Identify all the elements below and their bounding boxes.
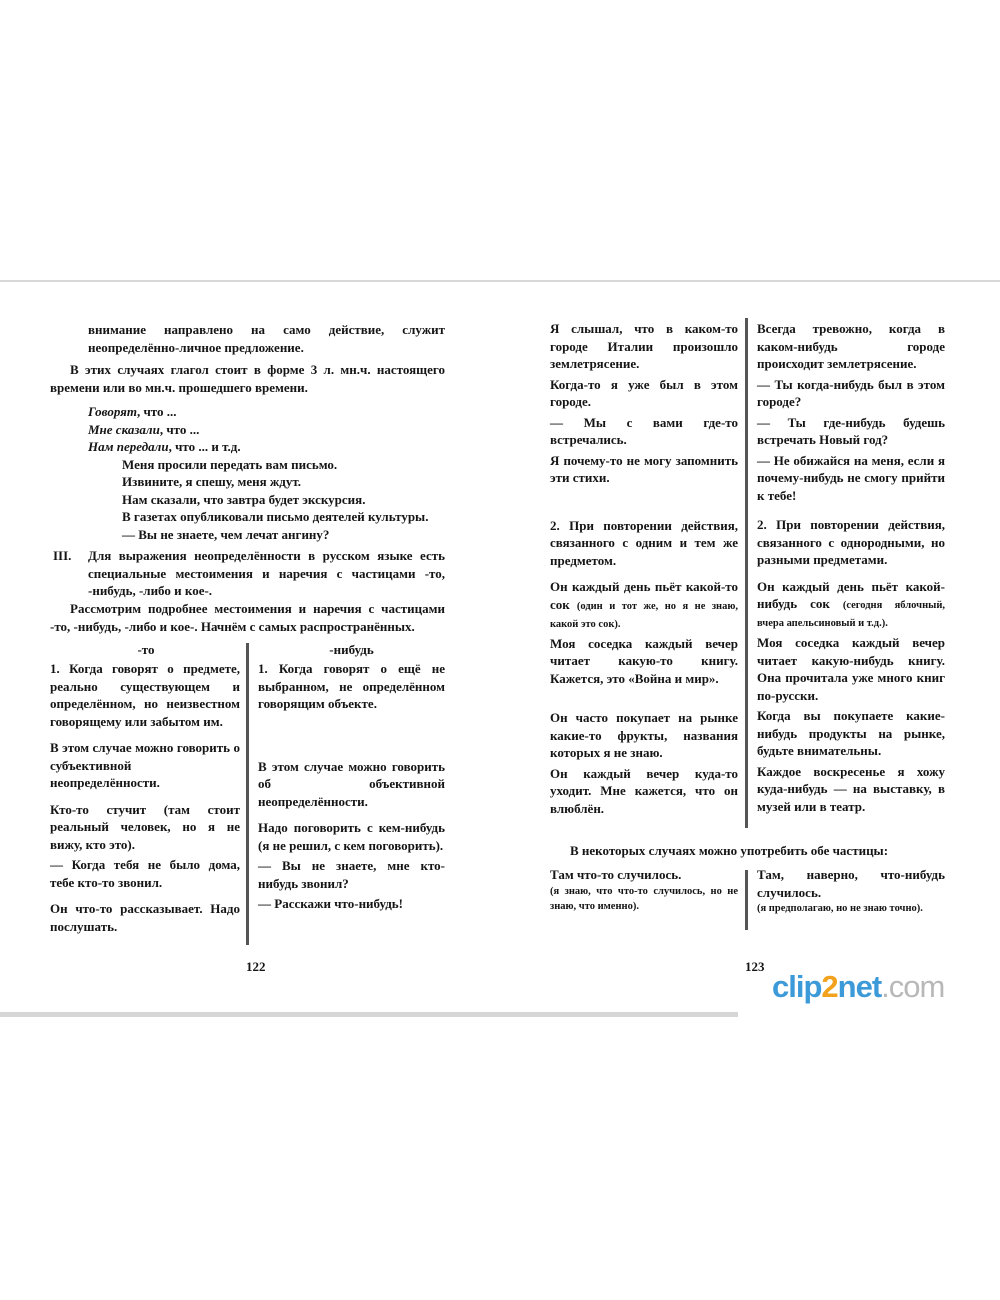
page-number: 122 bbox=[246, 959, 266, 974]
column-divider bbox=[745, 870, 748, 930]
example-text: — Вы не знаете, мне кто-нибудь звонил? bbox=[258, 858, 445, 891]
example-text: Там, наверно, что-нибудь случилось. bbox=[757, 867, 945, 900]
top-divider bbox=[0, 280, 1000, 282]
example-text: — Не обижайся на меня, если я почему-нибудь не смогу прийти к тебе! bbox=[757, 452, 945, 503]
example-text: — Ты где-нибудь будешь встречать Новый год? bbox=[757, 414, 945, 447]
column-to bbox=[50, 660, 240, 935]
example-text: — Мы с вами где-то встречались. bbox=[550, 414, 738, 447]
example-text: Он что-то рассказывает. Надо послушать. bbox=[50, 901, 240, 934]
section-number: III. bbox=[53, 548, 72, 563]
column-nibud bbox=[258, 660, 445, 913]
example-text: — Расскажи что-нибудь! bbox=[258, 896, 404, 911]
example-text: Надо поговорить с кем-нибудь (я не решил, с кем поговорить). bbox=[258, 820, 445, 853]
rule-text: 1. Когда говорят о предмете, реально существующем и определённом, но неизвестном говорящему или забытом им. bbox=[50, 661, 240, 729]
rule-text: В этом случае можно говорить об объективной неопределённости. bbox=[258, 758, 445, 809]
column-divider bbox=[246, 643, 249, 945]
example-text: Он часто покупает на рынке какие-то фрукты, названия которых я не знаю. bbox=[550, 710, 738, 760]
example-text: Всегда тревожно, когда в каком-нибудь городе происходит землетрясение. bbox=[757, 321, 945, 371]
example-line: В газетах опубликовали письмо деятелей культуры. bbox=[122, 509, 429, 524]
rule-text: 2. При повторении действия, связанного с однородными, но разными предметами. bbox=[757, 517, 945, 567]
column-header-to: -то bbox=[137, 642, 155, 657]
example-text: Там что-то случилось. bbox=[550, 867, 682, 882]
example-line: Нам передали, что ... и т.д. bbox=[88, 439, 241, 454]
examples-list bbox=[88, 403, 445, 543]
both-right bbox=[757, 866, 945, 916]
example-line: — Вы не знаете, чем лечат ангину? bbox=[122, 526, 330, 542]
example-text: Каждое воскресенье я хожу куда-нибудь — на выставку, в музей или в театр. bbox=[757, 763, 945, 814]
clip2net-watermark-logo: clip2net.com bbox=[772, 969, 945, 1004]
column-header-nibud: -нибудь bbox=[329, 642, 374, 657]
example-text: Я слышал, что в каком-то городе Италии произошло землетрясение. bbox=[550, 321, 738, 371]
example-line: Извините, я спешу, меня ждут. bbox=[122, 474, 302, 489]
example-text: Кто-то стучит (там стоит реальный человек, но я не вижу, кто это). bbox=[50, 801, 240, 852]
example-text: Когда-то я уже был в этом городе. bbox=[550, 376, 738, 409]
paragraph: Рассмотрим подробнее местоимения и наречия с частицами -то, -нибудь, -либо и кое-. Начнём с самых распространённых. bbox=[50, 601, 445, 634]
paragraph: В некоторых случаях можно употребить обе частицы: bbox=[570, 843, 889, 858]
example-text: — Ты когда-нибудь был в этом городе? bbox=[757, 376, 945, 409]
example-text: — Когда тебя не было дома, тебе кто-то звонил. bbox=[50, 857, 240, 890]
example-line: Говорят, что ... bbox=[88, 404, 177, 419]
column-nibud bbox=[757, 320, 945, 815]
rule-text: 2. При повторении действия, связанного с одним и тем же предметом. bbox=[550, 517, 738, 568]
example-note: (я предполагаю, но не знаю точно). bbox=[757, 903, 923, 914]
paragraph: внимание направлено на само действие, служит неопределённо-личное предложение. bbox=[88, 322, 445, 355]
example-line: Мне сказали, что ... bbox=[88, 421, 200, 437]
example-line: Меня просили передать вам письмо. bbox=[122, 456, 338, 472]
example-line: Нам сказали, что завтра будет экскурсия. bbox=[122, 491, 366, 507]
column-divider bbox=[745, 318, 748, 828]
paragraph: В этих случаях глагол стоит в форме 3 л. мн.ч. настоящего времени или во мн.ч. прошедшего времени. bbox=[50, 362, 445, 395]
rule-text: 1. Когда говорят о ещё не выбранном, не определённом говорящим объекте. bbox=[258, 661, 445, 711]
example-text: Он каждый день пьёт какой-нибудь сок (сегодня яблочный, вчера апельсиновый и т.д.). bbox=[757, 578, 945, 629]
section-text: Для выражения неопределённости в русском языке есть специальные местоимения и наречия с частицами -то, -нибудь, -либо и кое-. bbox=[88, 548, 445, 598]
example-text: Он каждый день пьёт какой-то сок (один и тот же, но я не знаю, какой это сок). bbox=[550, 579, 738, 630]
page-number: 123 bbox=[745, 959, 765, 974]
rule-text: В этом случае можно говорить о субъективной неопределённости. bbox=[50, 740, 240, 790]
example-text: Я почему-то не могу запомнить эти стихи. bbox=[550, 452, 738, 485]
column-to bbox=[550, 320, 738, 817]
example-text: Моя соседка каждый вечер читает какую-нибудь книгу. Она прочитала уже много книг по-русски. bbox=[757, 635, 945, 703]
example-text: Когда вы покупаете какие-нибудь продукты на рынке, будьте внимательны. bbox=[757, 708, 945, 758]
example-note: (я знаю, что что-то случилось, но не знаю, что именно). bbox=[550, 885, 738, 912]
both-left bbox=[550, 866, 738, 914]
bottom-divider bbox=[0, 1012, 738, 1017]
example-text: Моя соседка каждый вечер читает какую-то книгу. Кажется, это «Война и мир». bbox=[550, 635, 738, 686]
example-text: Он каждый вечер куда-то уходит. Мне кажется, что он влюблён. bbox=[550, 765, 738, 816]
